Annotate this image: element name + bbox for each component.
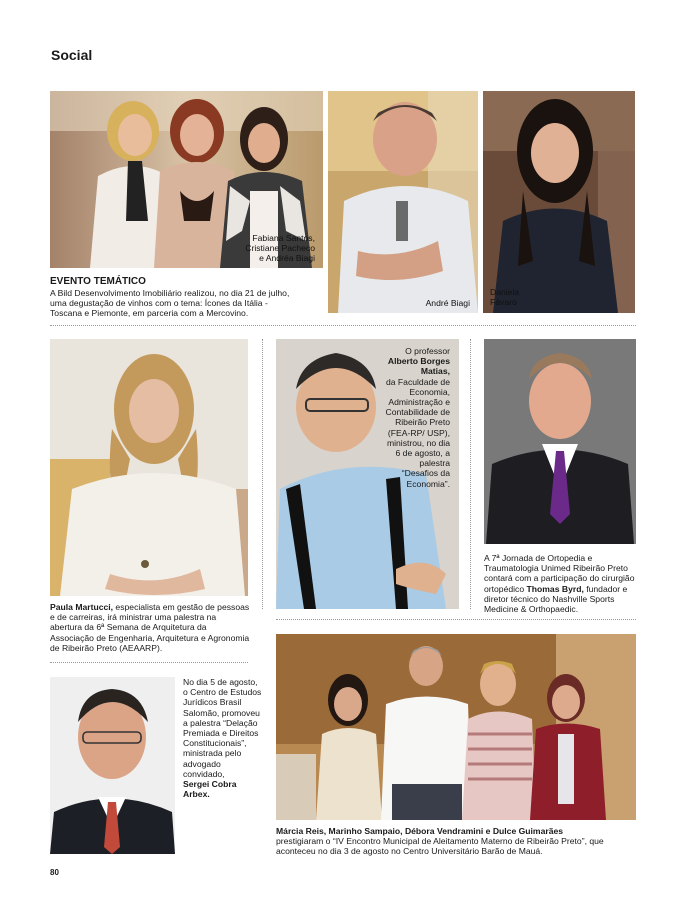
group-text: prestigiaram o “IV Encontro Municipal de Aleitamento Materno de Ribeirão Preto”, que aconteceu no dia 3 de agosto no Centro Universitário Barão de Mauá. [276, 836, 604, 857]
photo-group-four [276, 634, 636, 820]
group-caption [276, 826, 636, 857]
caption-line: Fabiana Santos, [252, 233, 315, 243]
divider [276, 619, 636, 620]
caption-line: e Andréa Biagi [259, 253, 315, 263]
paula-name: Paula Martucci, [50, 602, 114, 612]
photo-daniela-caption [490, 287, 519, 307]
thomas-caption [484, 553, 640, 614]
alberto-name: Alberto Borges Matias, [387, 356, 450, 377]
thomas-name: Thomas Byrd, [526, 583, 584, 594]
paula-text: especialista em gestão de pessoas e de carreiras, irá ministrar uma palestra na abertura da 6ª Semana de Arquitetura da Associação de Engenharia, Arquitetura e Agronomia de Ribeirão Preto (AEAARP). [50, 602, 250, 653]
group-names: Márcia Reis, Marinho Sampaio, Débora Vendramini e Dulce Guimarães [276, 826, 564, 836]
photo-sergei-arbex [50, 677, 175, 854]
divider [470, 339, 471, 609]
photo-daniela-favaro [483, 91, 635, 313]
photo-three-women-caption [245, 233, 315, 263]
page-number: 80 [50, 868, 59, 877]
sergei-text: No dia 5 de agosto, o Centro de Estudos Jurídicos Brasil Salomão, promoveu a palestra “Delação Premiada e Direitos Constitucionais”, ministrada pelo advogado convidado, [183, 677, 262, 779]
photo-thomas-byrd [484, 339, 636, 544]
photo-paula-martucci [50, 339, 248, 596]
photo-andre-biagi-caption: André Biagi [425, 298, 470, 308]
divider [262, 339, 263, 609]
divider [50, 325, 636, 326]
alberto-caption [383, 346, 450, 489]
alberto-text-1: O professor [405, 346, 450, 356]
caption-line: Cristiane Pacheco [245, 243, 315, 253]
event-text: A Bild Desenvolvimento Imobiliário realizou, no dia 21 de julho, uma degustação de vinhos com o tema: Ícones da Itália - Toscana e Piemonte, em parceria com a Mercovino. [50, 288, 290, 319]
caption-line: Fávaro [490, 297, 517, 307]
thomas-text-2: fundador e diretor técnico do Nashville Sports Medicine & Orthopaedic. [484, 583, 628, 615]
sergei-caption [183, 677, 263, 799]
event-heading: EVENTO TEMÁTICO [50, 276, 146, 287]
section-title: Social [51, 47, 93, 63]
paula-caption [50, 602, 250, 653]
thomas-text-1: A 7ª Jornada de Ortopedia e Traumatologia Unimed Ribeirão Preto contará com a participação do cirurgião ortopédico [484, 553, 635, 594]
sergei-name: Sergei Cobra Arbex. [183, 779, 237, 800]
alberto-text-2: da Faculdade de Economia, Administração e Contabilidade de Ribeirão Preto (FEA-RP/ USP), ministrou, no dia 6 de agosto, a palestra “Desafios da Economia”. [385, 376, 450, 489]
photo-andre-biagi [328, 91, 478, 313]
caption-line: Daniela [490, 287, 520, 297]
event-caption [50, 276, 290, 319]
divider [50, 662, 248, 663]
